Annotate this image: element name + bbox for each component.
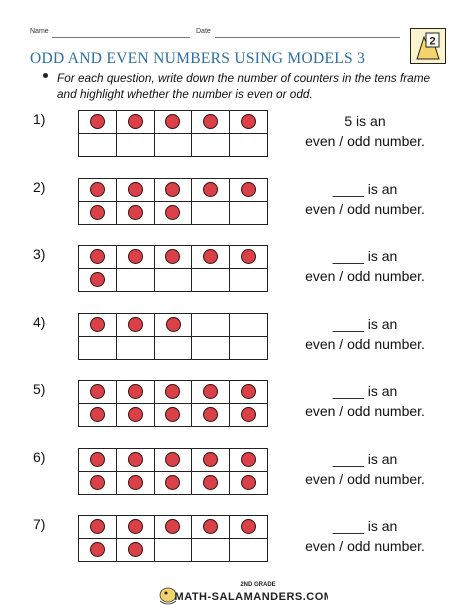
tens-frame-cell <box>192 269 230 292</box>
counter-icon <box>128 475 143 490</box>
tens-frame-cell <box>154 179 192 202</box>
answer-suffix: is an <box>367 181 398 197</box>
tens-frame-cell <box>154 314 192 337</box>
tens-frame <box>78 178 268 224</box>
answer-line-1 <box>280 314 450 334</box>
counter-icon <box>128 542 143 557</box>
tens-frame-cell <box>116 539 154 562</box>
tens-frame-cell <box>116 472 154 495</box>
count-blank[interactable]: ____ <box>332 518 364 534</box>
tens-frame-cell <box>79 539 117 562</box>
tens-frame-cell <box>192 179 230 202</box>
counter-icon <box>165 475 180 490</box>
counter-icon <box>165 407 180 422</box>
tens-frame-cell <box>79 134 117 157</box>
tens-frame-cell <box>230 111 268 134</box>
tens-frame-cell <box>192 472 230 495</box>
tens-frame-cell <box>79 314 117 337</box>
even-odd-choice[interactable]: even / odd number. <box>305 201 425 217</box>
tens-frame-cell <box>192 337 230 360</box>
tens-frame-cell <box>230 246 268 269</box>
count-blank[interactable]: ____ <box>332 181 364 197</box>
question-number: 3) <box>33 246 46 262</box>
tens-frame-cell <box>116 134 154 157</box>
tens-frame-cell <box>79 404 117 427</box>
tens-frame-cell <box>116 202 154 225</box>
tens-frame-cell <box>79 337 117 360</box>
counter-icon <box>90 249 105 264</box>
date-line[interactable] <box>215 37 400 38</box>
tens-frame-cell <box>192 539 230 562</box>
tens-frame-cell <box>116 516 154 539</box>
answer-line-1 <box>280 449 450 469</box>
tens-frame-cell <box>154 269 192 292</box>
counter-icon <box>241 384 256 399</box>
answer-text <box>280 111 450 151</box>
tens-frame-cell <box>79 246 117 269</box>
tens-frame-cell <box>230 404 268 427</box>
counter-icon <box>203 249 218 264</box>
tens-frame-cell <box>154 337 192 360</box>
tens-frame-cell <box>154 111 192 134</box>
counter-icon <box>165 182 180 197</box>
counter-icon <box>203 182 218 197</box>
count-blank[interactable]: 5 <box>344 113 353 129</box>
counter-icon <box>203 475 218 490</box>
tens-frame-cell <box>230 202 268 225</box>
tens-frame-cell <box>116 449 154 472</box>
counter-icon <box>90 475 105 490</box>
page-title: ODD AND EVEN NUMBERS USING MODELS 3 <box>30 50 366 67</box>
question-number: 5) <box>33 381 46 397</box>
name-label: Name <box>30 28 49 35</box>
answer-suffix: is an <box>356 113 386 129</box>
tens-frame-cell <box>192 449 230 472</box>
tens-frame-cell <box>154 246 192 269</box>
count-blank[interactable]: ____ <box>332 383 364 399</box>
counter-icon <box>128 384 143 399</box>
tens-frame-cell <box>79 472 117 495</box>
counter-icon <box>128 519 143 534</box>
counter-icon <box>241 249 256 264</box>
footer-site: MATH-SALAMANDERS.COM <box>174 591 328 603</box>
name-line[interactable] <box>52 37 190 38</box>
answer-suffix: is an <box>367 383 398 399</box>
answer-text <box>280 179 450 219</box>
counter-icon <box>241 475 256 490</box>
tens-frame-cell <box>116 337 154 360</box>
even-odd-choice[interactable]: even / odd number. <box>305 538 425 554</box>
answer-suffix: is an <box>367 248 398 264</box>
tens-frame-cell <box>230 337 268 360</box>
counter-icon <box>241 519 256 534</box>
instruction-text: For each question, write down the number of counters in the tens frame and highlight whether the number is even or odd. <box>57 71 431 101</box>
footer-grade: 2ND GRADE <box>240 582 276 588</box>
tens-frame-cell <box>116 269 154 292</box>
tens-frame-cell <box>79 111 117 134</box>
counter-icon <box>90 519 105 534</box>
counter-icon <box>128 182 143 197</box>
tens-frame <box>78 380 268 426</box>
answer-line-1 <box>280 111 450 131</box>
tens-frame <box>78 245 268 291</box>
tens-frame-cell <box>116 381 154 404</box>
tens-frame-cell <box>230 381 268 404</box>
tens-frame-cell <box>192 134 230 157</box>
counter-icon <box>203 407 218 422</box>
tens-frame-cell <box>192 202 230 225</box>
tens-frame-cell <box>230 516 268 539</box>
tens-frame-cell <box>154 472 192 495</box>
tens-frame-cell <box>154 381 192 404</box>
tens-frame-cell <box>154 134 192 157</box>
tens-frame <box>78 448 268 494</box>
counter-icon <box>90 272 105 287</box>
question-number: 4) <box>33 314 46 330</box>
counter-icon <box>165 249 180 264</box>
counter-icon <box>241 407 256 422</box>
tens-frame-cell <box>116 111 154 134</box>
answer-text <box>280 381 450 421</box>
counter-icon <box>165 205 180 220</box>
tens-frame-cell <box>79 269 117 292</box>
tens-frame-cell <box>154 516 192 539</box>
tens-frame-cell <box>154 202 192 225</box>
counter-icon <box>241 452 256 467</box>
answer-text <box>280 246 450 286</box>
counter-icon <box>90 542 105 557</box>
answer-line-1 <box>280 179 450 199</box>
tens-frame-cell <box>79 449 117 472</box>
even-odd-choice[interactable]: even / odd number. <box>305 403 425 419</box>
tens-frame-cell <box>192 314 230 337</box>
tens-frame-cell <box>230 179 268 202</box>
counter-icon <box>165 114 180 129</box>
counter-icon <box>90 114 105 129</box>
tens-frame-cell <box>230 134 268 157</box>
tens-frame-cell <box>79 179 117 202</box>
counter-icon <box>166 317 181 332</box>
answer-line-1 <box>280 516 450 536</box>
tens-frame-cell <box>79 202 117 225</box>
counter-icon <box>241 182 256 197</box>
counter-icon <box>90 452 105 467</box>
counter-icon <box>165 452 180 467</box>
counter-icon <box>203 519 218 534</box>
counter-icon <box>128 452 143 467</box>
counter-icon <box>90 317 105 332</box>
tens-frame-cell <box>116 179 154 202</box>
even-odd-choice[interactable]: even / odd number. <box>305 336 425 352</box>
even-odd-choice[interactable]: even / odd number. <box>305 471 425 487</box>
tens-frame-cell <box>116 404 154 427</box>
tens-frame <box>78 515 268 561</box>
tens-frame-cell <box>192 516 230 539</box>
tens-frame-cell <box>116 314 154 337</box>
grade-badge-icon <box>410 28 446 64</box>
counter-icon <box>165 519 180 534</box>
tens-frame-cell <box>154 539 192 562</box>
counter-icon <box>90 182 105 197</box>
grade-number: 2 <box>429 35 436 48</box>
count-blank[interactable]: ____ <box>332 316 364 332</box>
counter-icon <box>203 384 218 399</box>
answer-text <box>280 449 450 489</box>
tens-frame-cell <box>230 449 268 472</box>
answer-suffix: is an <box>367 451 398 467</box>
answer-suffix: is an <box>367 518 398 534</box>
counter-icon <box>90 205 105 220</box>
counter-icon <box>203 114 218 129</box>
counter-icon <box>90 384 105 399</box>
bullet-icon <box>43 73 48 78</box>
question-number: 7) <box>33 516 46 532</box>
tens-frame-cell <box>230 314 268 337</box>
counter-icon <box>90 407 105 422</box>
tens-frame-cell <box>192 381 230 404</box>
counter-icon <box>128 205 143 220</box>
tens-frame <box>78 110 268 156</box>
counter-icon <box>128 249 143 264</box>
tens-frame-cell <box>230 269 268 292</box>
count-blank[interactable]: ____ <box>332 451 364 467</box>
tens-frame-cell <box>79 381 117 404</box>
footer-logo <box>158 577 328 607</box>
question-number: 6) <box>33 449 46 465</box>
counter-icon <box>128 407 143 422</box>
counter-icon <box>203 452 218 467</box>
tens-frame-cell <box>116 246 154 269</box>
counter-icon <box>241 114 256 129</box>
date-label: Date <box>196 28 211 35</box>
tens-frame-cell <box>230 472 268 495</box>
tens-frame-cell <box>79 516 117 539</box>
count-blank[interactable]: ____ <box>332 248 364 264</box>
even-odd-choice[interactable]: even / odd number. <box>305 133 425 149</box>
answer-line-1 <box>280 246 450 266</box>
tens-frame-cell <box>230 539 268 562</box>
tens-frame-cell <box>154 449 192 472</box>
answer-line-1 <box>280 381 450 401</box>
tens-frame-cell <box>192 404 230 427</box>
answer-suffix: is an <box>367 316 398 332</box>
answer-text <box>280 516 450 556</box>
tens-frame-cell <box>192 111 230 134</box>
tens-frame-cell <box>192 246 230 269</box>
counter-icon <box>128 317 143 332</box>
question-number: 1) <box>33 111 46 127</box>
counter-icon <box>165 384 180 399</box>
tens-frame <box>78 313 268 359</box>
counter-icon <box>128 114 143 129</box>
even-odd-choice[interactable]: even / odd number. <box>305 268 425 284</box>
tens-frame-cell <box>154 404 192 427</box>
answer-text <box>280 314 450 354</box>
question-number: 2) <box>33 179 46 195</box>
